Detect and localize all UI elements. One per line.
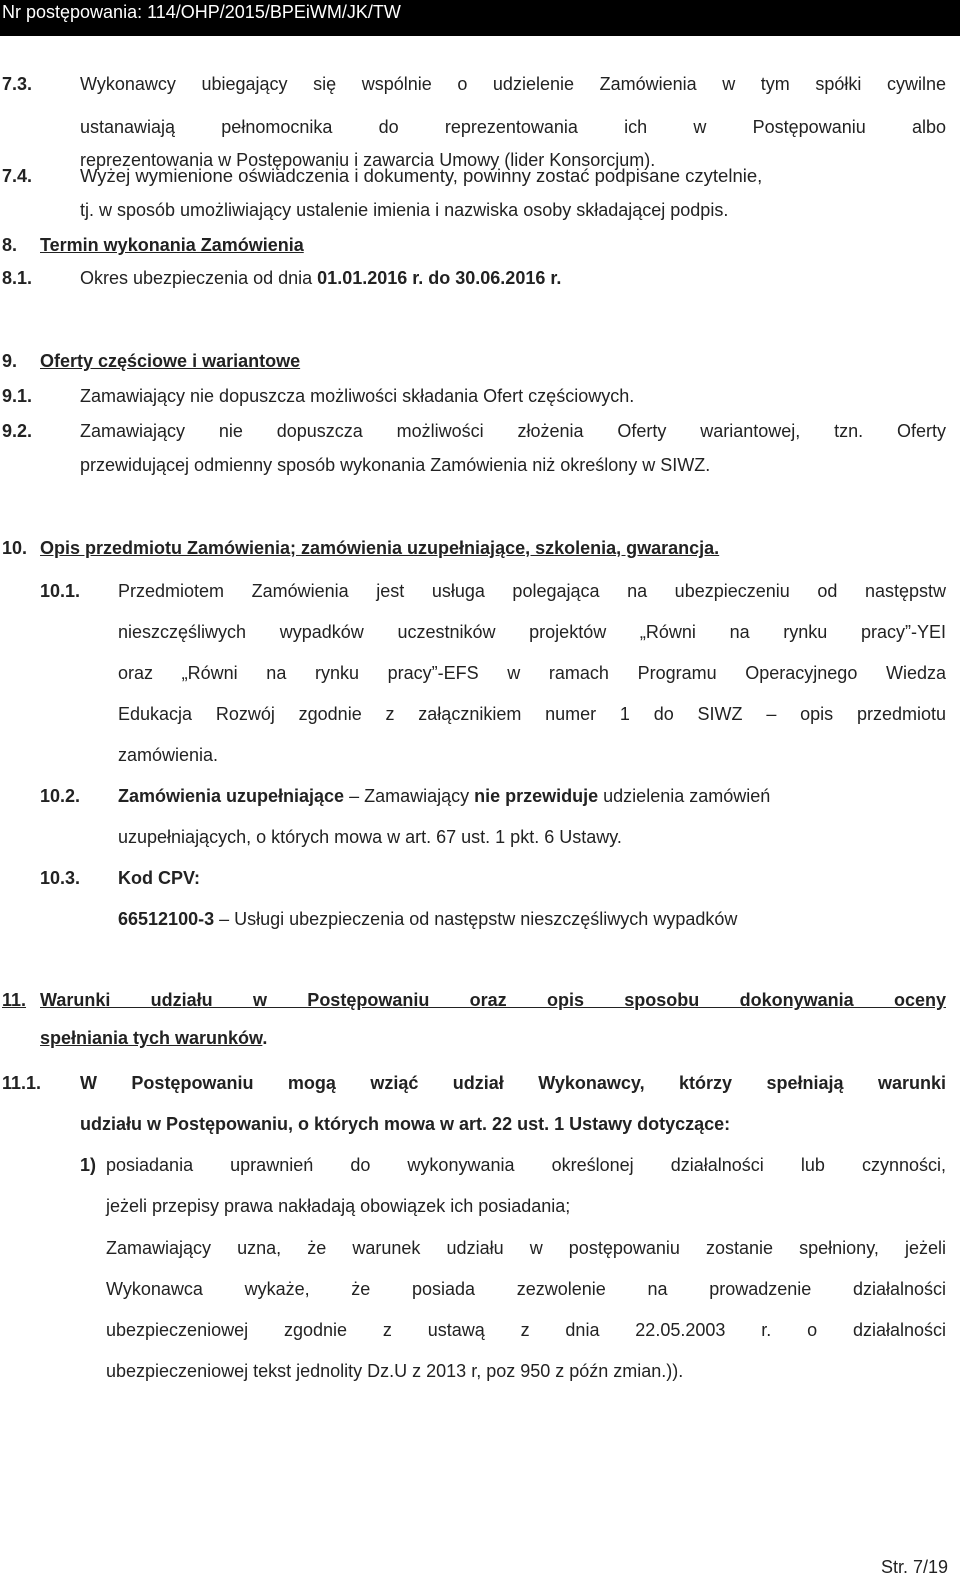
section-number: 10.2. — [40, 786, 81, 806]
paragraph-line: posiadania uprawnień do wykonywania określonej działalności lub czynności, — [106, 1155, 946, 1175]
paragraph-line: Wykonawca wykaże, że posiada zezwolenie na prowadzenie działalności — [106, 1279, 946, 1299]
paragraph-line: ubezpieczeniowej zgodnie z ustawą z dnia 22.05.2003 r. o działalności — [106, 1320, 946, 1340]
paragraph-line: ustanawiają pełnomocnika do reprezentowania ich w Postępowaniu albo — [80, 117, 946, 137]
paragraph-line — [80, 266, 561, 290]
text-span: udzielenia zamówień — [598, 786, 771, 806]
section-number: 8.1. — [2, 268, 33, 288]
document-header — [0, 0, 960, 36]
section-number: 11. — [2, 990, 27, 1010]
paragraph-line: tj. w sposób umożliwiający ustalenie imienia i nazwiska osoby składającej podpis. — [80, 200, 729, 220]
section-number: 7.3. — [2, 74, 33, 94]
paragraph-line: Przedmiotem Zamówienia jest usługa polegająca na ubezpieczeniu od następstw — [118, 581, 946, 601]
paragraph-line: Edukacja Rozwój zgodnie z załącznikiem numer 1 do SIWZ – opis przedmiotu — [118, 704, 946, 724]
date-range: 01.01.2016 r. do 30.06.2016 r. — [317, 268, 562, 288]
section-heading: Oferty częściowe i wariantowe — [40, 351, 301, 371]
paragraph-line: Zamawiający uzna, że warunek udziału w postępowaniu zostanie spełniony, jeżeli — [106, 1238, 946, 1258]
paragraph-line: Zamawiający nie dopuszcza możliwości składania Ofert częściowych. — [80, 386, 635, 406]
paragraph-line: przewidującej odmienny sposób wykonania Zamówienia niż określony w SIWZ. — [80, 455, 711, 475]
section-number: 9.1. — [2, 386, 33, 406]
paragraph-line: W Postępowaniu mogą wziąć udział Wykonawcy, którzy spełniają warunki — [80, 1073, 946, 1093]
paragraph-line: uzupełniających, o których mowa w art. 67 ust. 1 pkt. 6 Ustawy. — [118, 827, 622, 847]
section-heading: Termin wykonania Zamówienia — [40, 235, 304, 255]
section-heading-cont — [40, 1026, 267, 1050]
section-number: 9.2. — [2, 421, 33, 441]
section-number: 8. — [2, 235, 18, 255]
section-number: 10. — [2, 538, 28, 558]
paragraph-line — [118, 907, 737, 931]
paragraph-line: udziału w Postępowaniu, o których mowa w art. 22 ust. 1 Ustawy dotyczące: — [80, 1114, 731, 1134]
paragraph-line: Wyżej wymienione oświadczenia i dokumenty, powinny zostać podpisane czytelnie, — [80, 165, 763, 186]
paragraph-line: jeżeli przepisy prawa nakładają obowiązek ich posiadania; — [106, 1196, 571, 1216]
paragraph-line: nieszczęśliwych wypadków uczestników projektów „Równi na rynku pracy”-YEI — [118, 622, 946, 642]
paragraph-line: oraz „Równi na rynku pracy”-EFS w ramach Programu Operacyjnego Wiedza — [118, 663, 946, 683]
page-number: Str. 7/19 — [880, 1557, 948, 1577]
heading-dot: . — [262, 1028, 268, 1048]
bold-term: Zamówienia uzupełniające — [118, 786, 345, 806]
text-span: Okres ubezpieczenia od dnia — [80, 268, 313, 288]
cpv-heading: Kod CPV: — [118, 868, 201, 888]
paragraph-line: reprezentowania w Postępowaniu i zawarcia Umowy (lider Konsorcjum). — [80, 150, 656, 170]
paragraph-line: ubezpieczeniowej tekst jednolity Dz.U z 2013 r, poz 950 z późn zmian.)). — [106, 1361, 684, 1381]
bold-term: nie przewiduje — [474, 786, 599, 806]
list-number: 1) — [80, 1155, 97, 1175]
section-number: 10.3. — [40, 868, 81, 888]
heading-text: spełniania tych warunków — [40, 1028, 263, 1048]
procedure-number: Nr postępowania: 114/OHP/2015/BPEiWM/JK/TW — [2, 2, 401, 22]
paragraph-line: Wykonawcy ubiegający się wspólnie o udzielenie Zamówienia w tym spółki cywilne — [80, 74, 946, 94]
paragraph-line: zamówienia. — [118, 745, 219, 765]
section-number: 11.1. — [2, 1073, 42, 1093]
cpv-code: 66512100-3 — [118, 909, 215, 929]
cpv-description: – Usługi ubezpieczenia od następstw nieszczęśliwych wypadków — [214, 909, 738, 929]
section-number: 9. — [2, 351, 18, 371]
section-heading: Opis przedmiotu Zamówienia; zamówienia uzupełniające, szkolenia, gwarancja. — [40, 538, 720, 558]
paragraph-line — [118, 784, 770, 808]
section-number: 7.4. — [2, 166, 33, 186]
section-number: 10.1. — [40, 581, 81, 601]
text-span: – Zamawiający — [344, 786, 475, 806]
section-heading: Warunki udziału w Postępowaniu oraz opis sposobu dokonywania oceny — [40, 990, 946, 1010]
paragraph-line: Zamawiający nie dopuszcza możliwości złożenia Oferty wariantowej, tzn. Oferty — [80, 421, 946, 441]
